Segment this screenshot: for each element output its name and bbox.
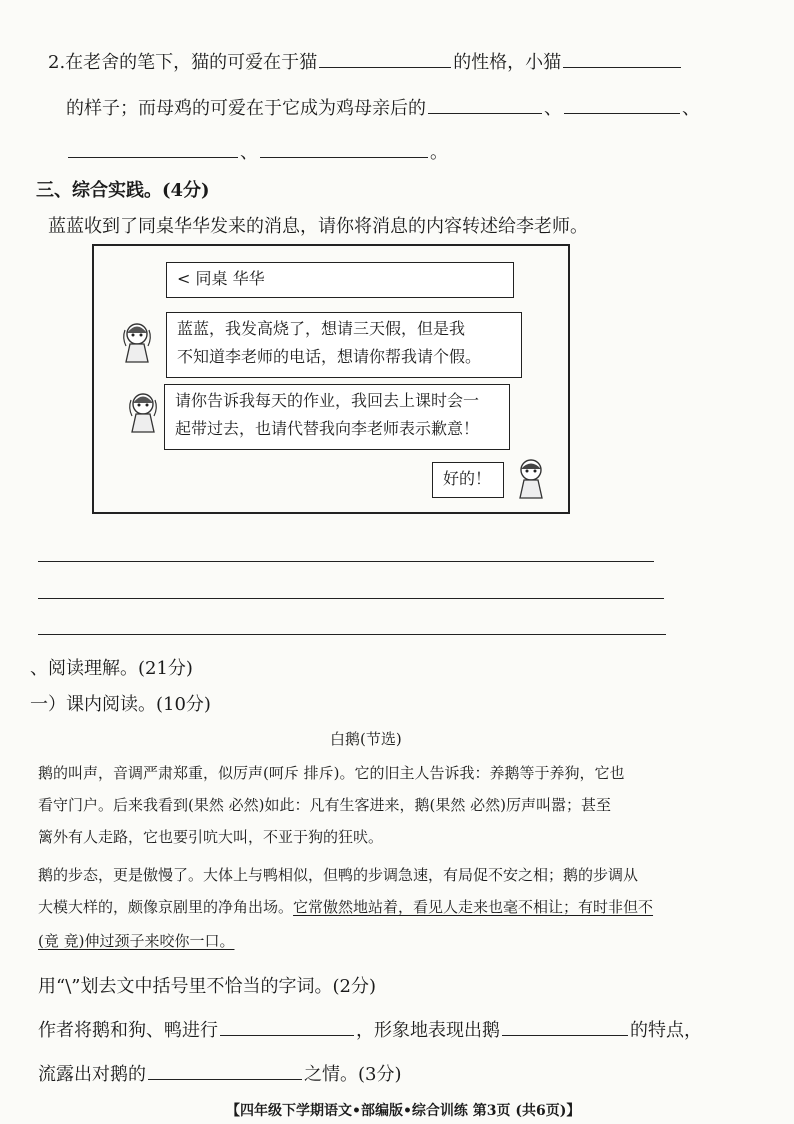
chat-message-1 [166, 312, 522, 378]
q2-end-mark: 。 [430, 142, 448, 163]
rq2-text-b: ，形象地表现出鹅 [356, 1020, 500, 1041]
rq2-text-e: 之情。(3分) [304, 1064, 402, 1085]
section3-instruction: 蓝蓝收到了同桌华华发来的消息，请你将消息的内容转述给李老师。 [48, 216, 588, 237]
q2-blank-6[interactable] [260, 156, 428, 158]
passage-p2-line3: (竟 竟)伸过颈子来咬你一口。 [38, 932, 235, 950]
section3-heading: 三、综合实践。(4分) [36, 180, 210, 201]
chat-message-2-line2: 起带过去，也请代替我向李老师表示歉意！ [175, 419, 480, 438]
section4-subheading: 一）课内阅读。(10分) [30, 694, 211, 715]
chat-header [166, 262, 514, 298]
girl-avatar-icon-1 [120, 320, 154, 366]
reading-question-2-line1 [38, 1016, 702, 1042]
q2-blank-4[interactable] [564, 112, 680, 114]
q2-blank-2[interactable] [563, 66, 681, 68]
chat-message-2 [164, 384, 510, 450]
reading-question-2-line2 [38, 1060, 402, 1086]
girl-avatar-icon-2 [126, 390, 160, 436]
reading-question-1: 用“\”划去文中括号里不恰当的字词。(2分) [38, 976, 376, 997]
rq2-text-d: 流露出对鹅的 [38, 1064, 146, 1085]
chat-message-2-line1: 请你告诉我每天的作业，我回去上课时会一 [175, 391, 480, 410]
q2-blank-3[interactable] [428, 112, 542, 114]
chat-reply-text: 好的！ [443, 469, 492, 488]
q2-line2 [66, 94, 700, 120]
q2-line1-text-b: 的性格，小猫 [453, 52, 562, 73]
rq2-blank-1[interactable] [220, 1034, 354, 1036]
passage-p1-line3: 篱外有人走路，它也要引吭大叫，不亚于狗的狂吠。 [38, 828, 384, 846]
answer-line-3[interactable] [38, 634, 666, 635]
rq2-blank-3[interactable] [148, 1078, 302, 1080]
rq2-text-c: 的特点， [630, 1020, 702, 1041]
q2-line1-text-a: 2.在老舍的笔下，猫的可爱在于猫 [48, 52, 318, 73]
q2-comma-3: 、 [240, 142, 258, 163]
chat-message-1-line1: 蓝蓝，我发高烧了，想请三天假，但是我 [177, 319, 466, 338]
passage-p2-line2 [38, 896, 653, 917]
girl-avatar-icon-3 [514, 456, 548, 502]
section4-heading: 、阅读理解。(21分) [30, 658, 193, 679]
passage-p1-line2: 看守门户。后来我看到(果然 必然)如此：凡有生客进来，鹅(果然 必然)厉声叫嚣；甚至 [38, 796, 611, 814]
q2-blank-1[interactable] [319, 66, 451, 68]
q2-line3 [66, 138, 448, 164]
q2-comma-1: 、 [544, 98, 562, 119]
chat-reply [432, 462, 504, 498]
chat-header-text: < 同桌 华华 [177, 269, 265, 288]
rq2-text-a: 作者将鹅和狗、鸭进行 [38, 1020, 218, 1041]
passage-p1-line1: 鹅的叫声，音调严肃郑重，似厉声(呵斥 排斥)。它的旧主人告诉我：养鹅等于养狗，它也 [38, 764, 625, 782]
page-footer: 【四年级下学期语文•部编版•综合训练 第3页 (共6页)】 [226, 1103, 581, 1119]
chat-message-1-line2: 不知道李老师的电话，想请你帮我请个假。 [177, 347, 482, 366]
rq2-blank-2[interactable] [502, 1034, 628, 1036]
answer-line-2[interactable] [38, 598, 664, 599]
passage-p2-line2-plain: 大模大样的，颇像京剧里的净角出场。 [38, 898, 294, 916]
q2-comma-2: 、 [682, 98, 700, 119]
answer-line-1[interactable] [38, 561, 654, 562]
passage-p2-line2-underlined: 它常傲然地站着，看见人走来也毫不相让；有时非但不 [293, 898, 654, 916]
q2-line2-text: 的样子；而母鸡的可爱在于它成为鸡母亲后的 [66, 98, 426, 119]
passage-title: 白鹅(节选) [330, 730, 402, 748]
q2-line1 [48, 48, 683, 74]
q2-blank-5[interactable] [68, 156, 238, 158]
passage-p2-line1: 鹅的步态，更是傲慢了。大体上与鸭相似，但鸭的步调急速，有局促不安之相；鹅的步调从 [38, 866, 639, 884]
